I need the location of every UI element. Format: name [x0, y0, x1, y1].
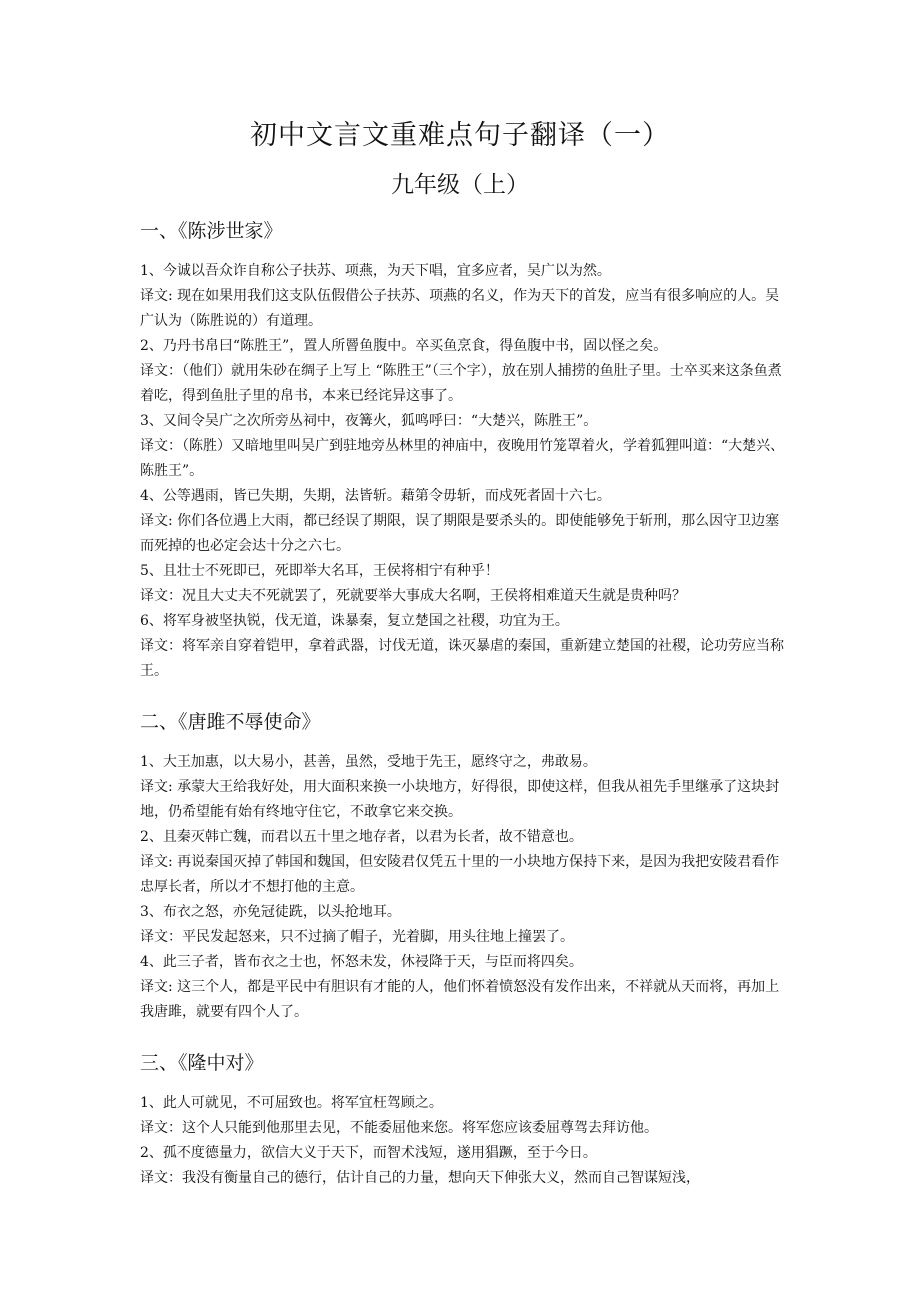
original-sentence: 6、将军身被坚执锐，伐无道，诛暴秦，复立楚国之社稷，功宜为王。	[140, 613, 569, 629]
document-body	[140, 214, 790, 1191]
sentence-item	[140, 334, 790, 409]
original-sentence: 3、布衣之怒，亦免冠徒跣，以头抢地耳。	[140, 904, 401, 920]
document-subtitle: 九年级（上）	[391, 172, 529, 198]
sentence-item	[140, 1141, 790, 1191]
sentence-item	[140, 259, 790, 334]
sentence-item	[140, 559, 790, 609]
section-tang-ju-bu-ru-shi-ming	[140, 705, 790, 1025]
original-sentence: 1、今诚以吾众诈自称公子扶苏、项燕，为天下唱，宜多应者，吴广以为然。	[140, 263, 611, 279]
section-long-zhong-dui	[140, 1046, 790, 1191]
sentence-item	[140, 825, 790, 900]
original-sentence: 4、此三子者，皆布衣之士也，怀怒未发，休祲降于天，与臣而将四矣。	[140, 954, 583, 970]
translation-text: 译文: 再说秦国灭掉了韩国和魏国，但安陵君仅凭五十里的一小块地方保持下来，是因为我把安陵君看作忠厚长者，所以才不想打他的主意。	[140, 854, 780, 895]
sentence-item	[140, 409, 790, 484]
sentence-item	[140, 900, 790, 950]
original-sentence: 2、乃丹书帛曰“陈胜王”，置人所罾鱼腹中。卒买鱼烹食，得鱼腹中书，固以怪之矣。	[140, 338, 668, 354]
section-heading: 二、《唐雎不辱使命》	[140, 711, 321, 733]
translation-text: 译文：将军亲自穿着铠甲，拿着武器，讨伐无道，诛灭暴虐的秦国，重新建立楚国的社稷，论功劳应当称王。	[140, 638, 784, 679]
original-sentence: 4、公等遇雨，皆已失期，失期，法皆斩。藉第令毋斩，而戍死者固十六七。	[140, 488, 611, 504]
document-title: 初中文言文重难点句子翻译（一）	[250, 120, 670, 151]
translation-text: 译文: 这三个人，都是平民中有胆识有才能的人，他们怀着愤怒没有发作出来，不祥就从天而将，再加上我唐雎，就要有四个人了。	[140, 979, 780, 1020]
section-chen-she-shi-jia	[140, 214, 790, 684]
translation-text: 译文：况且大丈夫不死就罢了，死就要举大事成大名啊，王侯将相难道天生就是贵种吗？	[140, 588, 686, 604]
original-sentence: 1、此人可就见，不可屈致也。将军宜枉驾顾之。	[140, 1095, 443, 1111]
translation-text: 译文: 你们各位遇上大雨，都已经误了期限，误了期限是要杀头的。即使能够免于斩刑，那么因守卫边塞而死掉的也必定会达十分之六七。	[140, 513, 780, 554]
translation-text: 译文：（他们）就用朱砂在绸子上写上 “陈胜王”（三个字），放在别人捕捞的鱼肚子里。士卒买来这条鱼煮着吃，得到鱼肚子里的帛书，本来已经诧异这事了。	[140, 363, 782, 404]
original-sentence: 2、孤不度德量力，欲信大义于天下，而智术浅短，遂用猖蹶，至于今日。	[140, 1145, 597, 1161]
section-heading: 一、《陈涉世家》	[140, 220, 283, 242]
original-sentence: 3、又间令吴广之次所旁丛祠中，夜篝火，狐鸣呼曰：“大楚兴，陈胜王”。	[140, 413, 598, 429]
translation-text: 译文：我没有衡量自己的德行，估计自己的力量，想向天下伸张大义，然而自己智谋短浅，	[140, 1170, 700, 1186]
sentence-item	[140, 950, 790, 1025]
original-sentence: 5、且壮士不死即已，死即举大名耳，王侯将相宁有种乎！	[140, 563, 499, 579]
translation-text: 译文：这个人只能到他那里去见，不能委屈他来您。将军您应该委屈尊驾去拜访他。	[140, 1120, 658, 1136]
sentence-item	[140, 750, 790, 825]
sentence-item	[140, 484, 790, 559]
original-sentence: 2、且秦灭韩亡魏，而君以五十里之地存者，以君为长者，故不错意也。	[140, 829, 583, 845]
translation-text: 译文: 现在如果用我们这支队伍假借公子扶苏、项燕的名义，作为天下的首发，应当有很多响应的人。吴广认为（陈胜说的）有道理。	[140, 288, 780, 329]
original-sentence: 1、大王加惠，以大易小，甚善，虽然，受地于先王，愿终守之，弗敢易。	[140, 754, 597, 770]
sentence-item	[140, 1091, 790, 1141]
section-heading: 三、《隆中对》	[140, 1052, 264, 1074]
translation-text: 译文: 承蒙大王给我好处，用大面积来换一小块地方，好得很，即使这样，但我从祖先手里继承了这块封地，仍希望能有始有终地守住它，不敢拿它来交换。	[140, 779, 780, 820]
translation-text: 译文：（陈胜）又暗地里叫吴广到驻地旁丛林里的神庙中，夜晚用竹笼罩着火，学着狐狸叫道：“大楚兴、陈胜王”。	[140, 438, 785, 479]
sentence-item	[140, 609, 790, 684]
translation-text: 译文：平民发起怒来，只不过摘了帽子，光着脚，用头往地上撞罢了。	[140, 929, 574, 945]
